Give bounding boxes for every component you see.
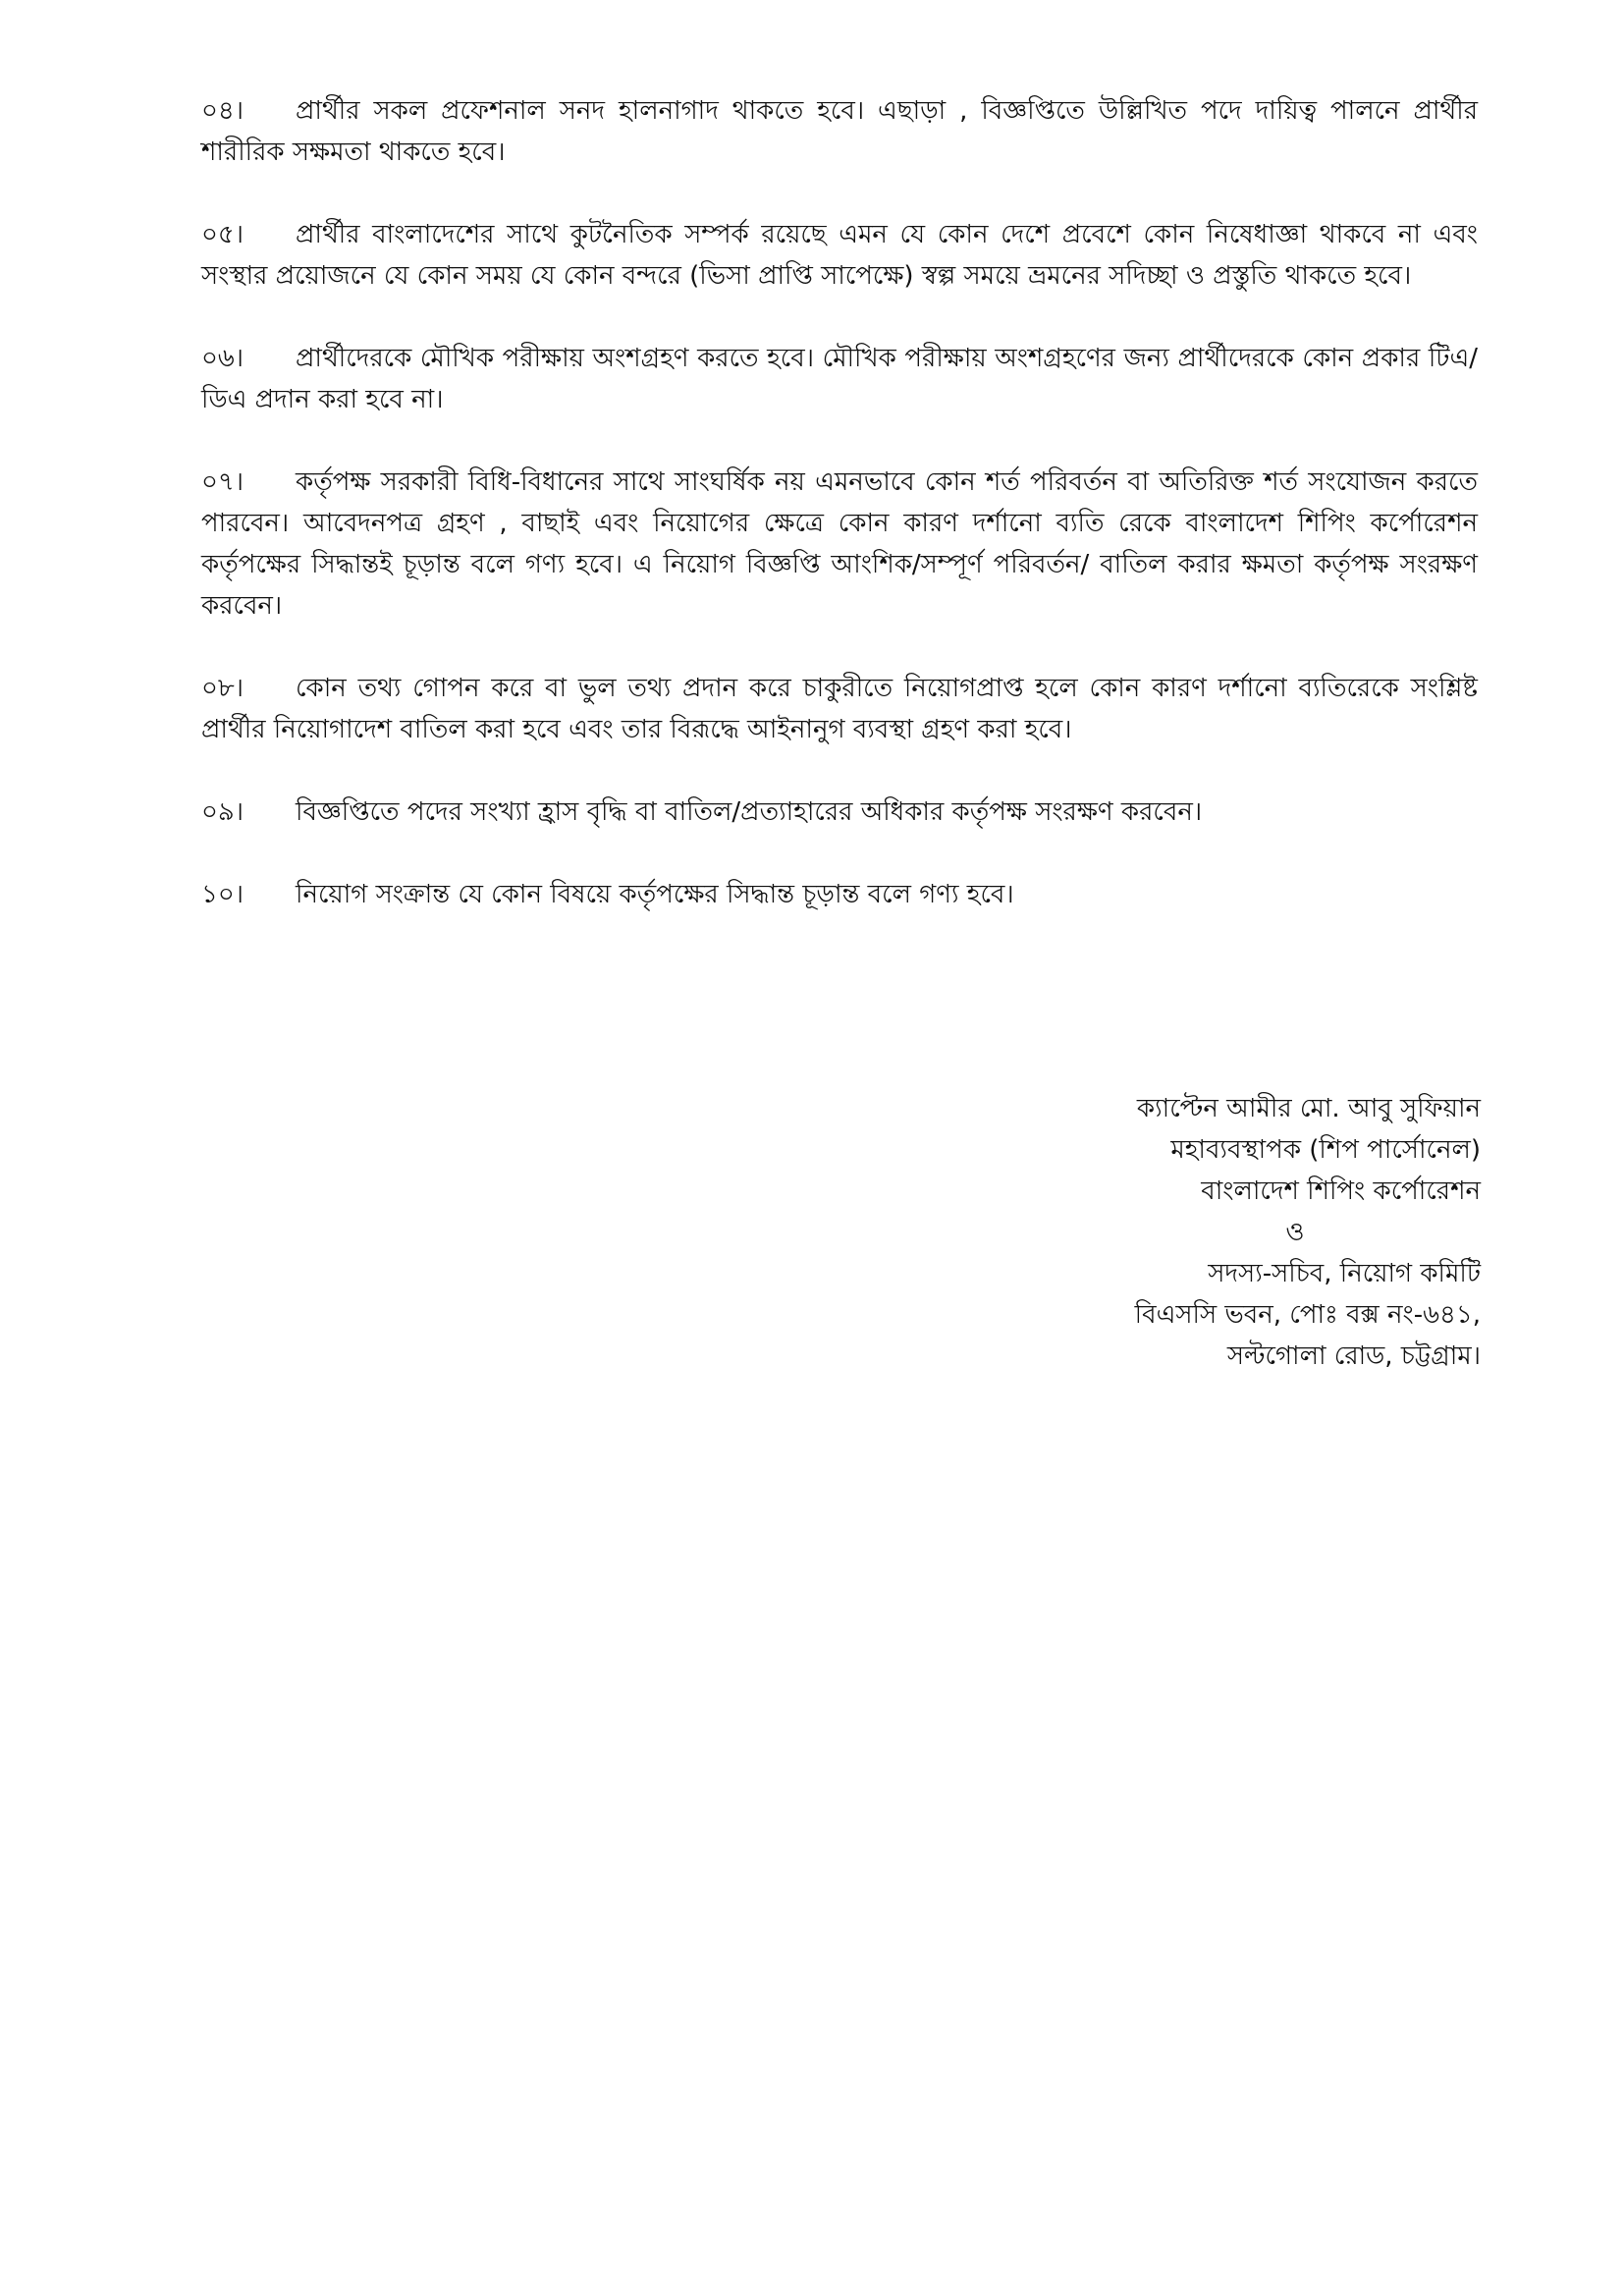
- clause-10: [201, 874, 1478, 915]
- signature-block: [1001, 1088, 1481, 1377]
- clause-text: প্রার্থীদেরকে মৌখিক পরীক্ষায় অংশগ্রহণ করতে হবে। মৌখিক পরীক্ষায় অংশগ্রহণের জন্য প্রার্থীদেরকে কোন প্রকার টিএ/ডিএ প্রদান করা হবে না।: [201, 344, 1478, 414]
- clause-number: ০৯।: [201, 797, 244, 827]
- clause-07: [201, 462, 1478, 627]
- clause-number: ০৬।: [201, 344, 244, 373]
- clause-number: ১০।: [201, 880, 244, 909]
- signatory-organization: বাংলাদেশ শিপিং কর্পোরেশন: [1201, 1176, 1481, 1206]
- clause-text: কোন তথ্য গোপন করে বা ভুল তথ্য প্রদান করে চাকুরীতে নিয়োগপ্রাপ্ত হলে কোন কারণ দর্শানো ব্যতিরেকে সংশ্লিষ্ট প্রার্থীর নিয়োগাদেশ বাতিল করা হবে এবং তার বিরূদ্ধে আইনানুগ ব্যবস্থা গ্রহণ করা হবে।: [201, 674, 1478, 744]
- clause-05: [201, 214, 1478, 297]
- clause-09: [201, 792, 1478, 833]
- signatory-designation: মহাব্যবস্থাপক (শিপ পার্সোনেল): [1170, 1135, 1481, 1165]
- clause-text: বিজ্ঞপ্তিতে পদের সংখ্যা হ্রাস বৃদ্ধি বা বাতিল/প্রত্যাহারের অধিকার কর্তৃপক্ষ সংরক্ষণ করবেন।: [296, 797, 1203, 827]
- signatory-name: ক্যাপ্টেন আমীর মো. আবু সুফিয়ান: [1136, 1094, 1481, 1123]
- signatory-conjunction: ও: [1285, 1218, 1305, 1247]
- clause-text: প্রার্থীর বাংলাদেশের সাথে কুটনৈতিক সম্পর্ক রয়েছে এমন যে কোন দেশে প্রবেশে কোন নিষেধাজ্ঞা থাকবে না এবং সংস্থার প্রয়োজনে যে কোন সময় যে কোন বন্দরে (ভিসা প্রাপ্তি সাপেক্ষে) স্বল্প সময়ে ভ্রমনের সদিচ্ছা ও প্রস্তুতি থাকতে হবে।: [201, 220, 1478, 291]
- clause-04: [201, 90, 1478, 173]
- clause-06: [201, 338, 1478, 420]
- signatory-address-line1: বিএসসি ভবন, পোঃ বক্স নং-৬৪১,: [1134, 1300, 1481, 1330]
- clause-text: নিয়োগ সংক্রান্ত যে কোন বিষয়ে কর্তৃপক্ষের সিদ্ধান্ত চূড়ান্ত বলে গণ্য হবে।: [296, 880, 1014, 909]
- signatory-address-line2: সল্টগোলা রোড, চট্টগ্রাম।: [1226, 1341, 1481, 1371]
- clause-number: ০৭।: [201, 467, 244, 497]
- clause-08: [201, 668, 1478, 750]
- terms-list: [201, 90, 1478, 957]
- clause-number: ০৪।: [201, 96, 244, 126]
- clause-number: ০৮।: [201, 674, 244, 703]
- clause-text: কর্তৃপক্ষ সরকারী বিধি-বিধানের সাথে সাংঘর্ষিক নয় এমনভাবে কোন শর্ত পরিবর্তন বা অতিরিক্ত শর্ত সংযোজন করতে পারবেন। আবেদনপত্র গ্রহণ , বাছাই এবং নিয়োগের ক্ষেত্রে কোন কারণ দর্শানো ব্যতি রেকে বাংলাদেশ শিপিং কর্পোরেশন কর্তৃপক্ষের সিদ্ধান্তই চূড়ান্ত বলে গণ্য হবে। এ নিয়োগ বিজ্ঞপ্তি আংশিক/সম্পূর্ণ পরিবর্তন/ বাতিল করার ক্ষমতা কর্তৃপক্ষ সংরক্ষণ করবেন।: [201, 467, 1478, 621]
- clause-text: প্রার্থীর সকল প্রফেশনাল সনদ হালনাগাদ থাকতে হবে। এছাড়া , বিজ্ঞপ্তিতে উল্লিখিত পদে দায়িত্ব পালনে প্রার্থীর শারীরিক সক্ষমতা থাকতে হবে।: [201, 96, 1478, 167]
- signatory-committee-role: সদস্য-সচিব, নিয়োগ কমিটি: [1208, 1259, 1481, 1288]
- clause-number: ০৫।: [201, 220, 244, 249]
